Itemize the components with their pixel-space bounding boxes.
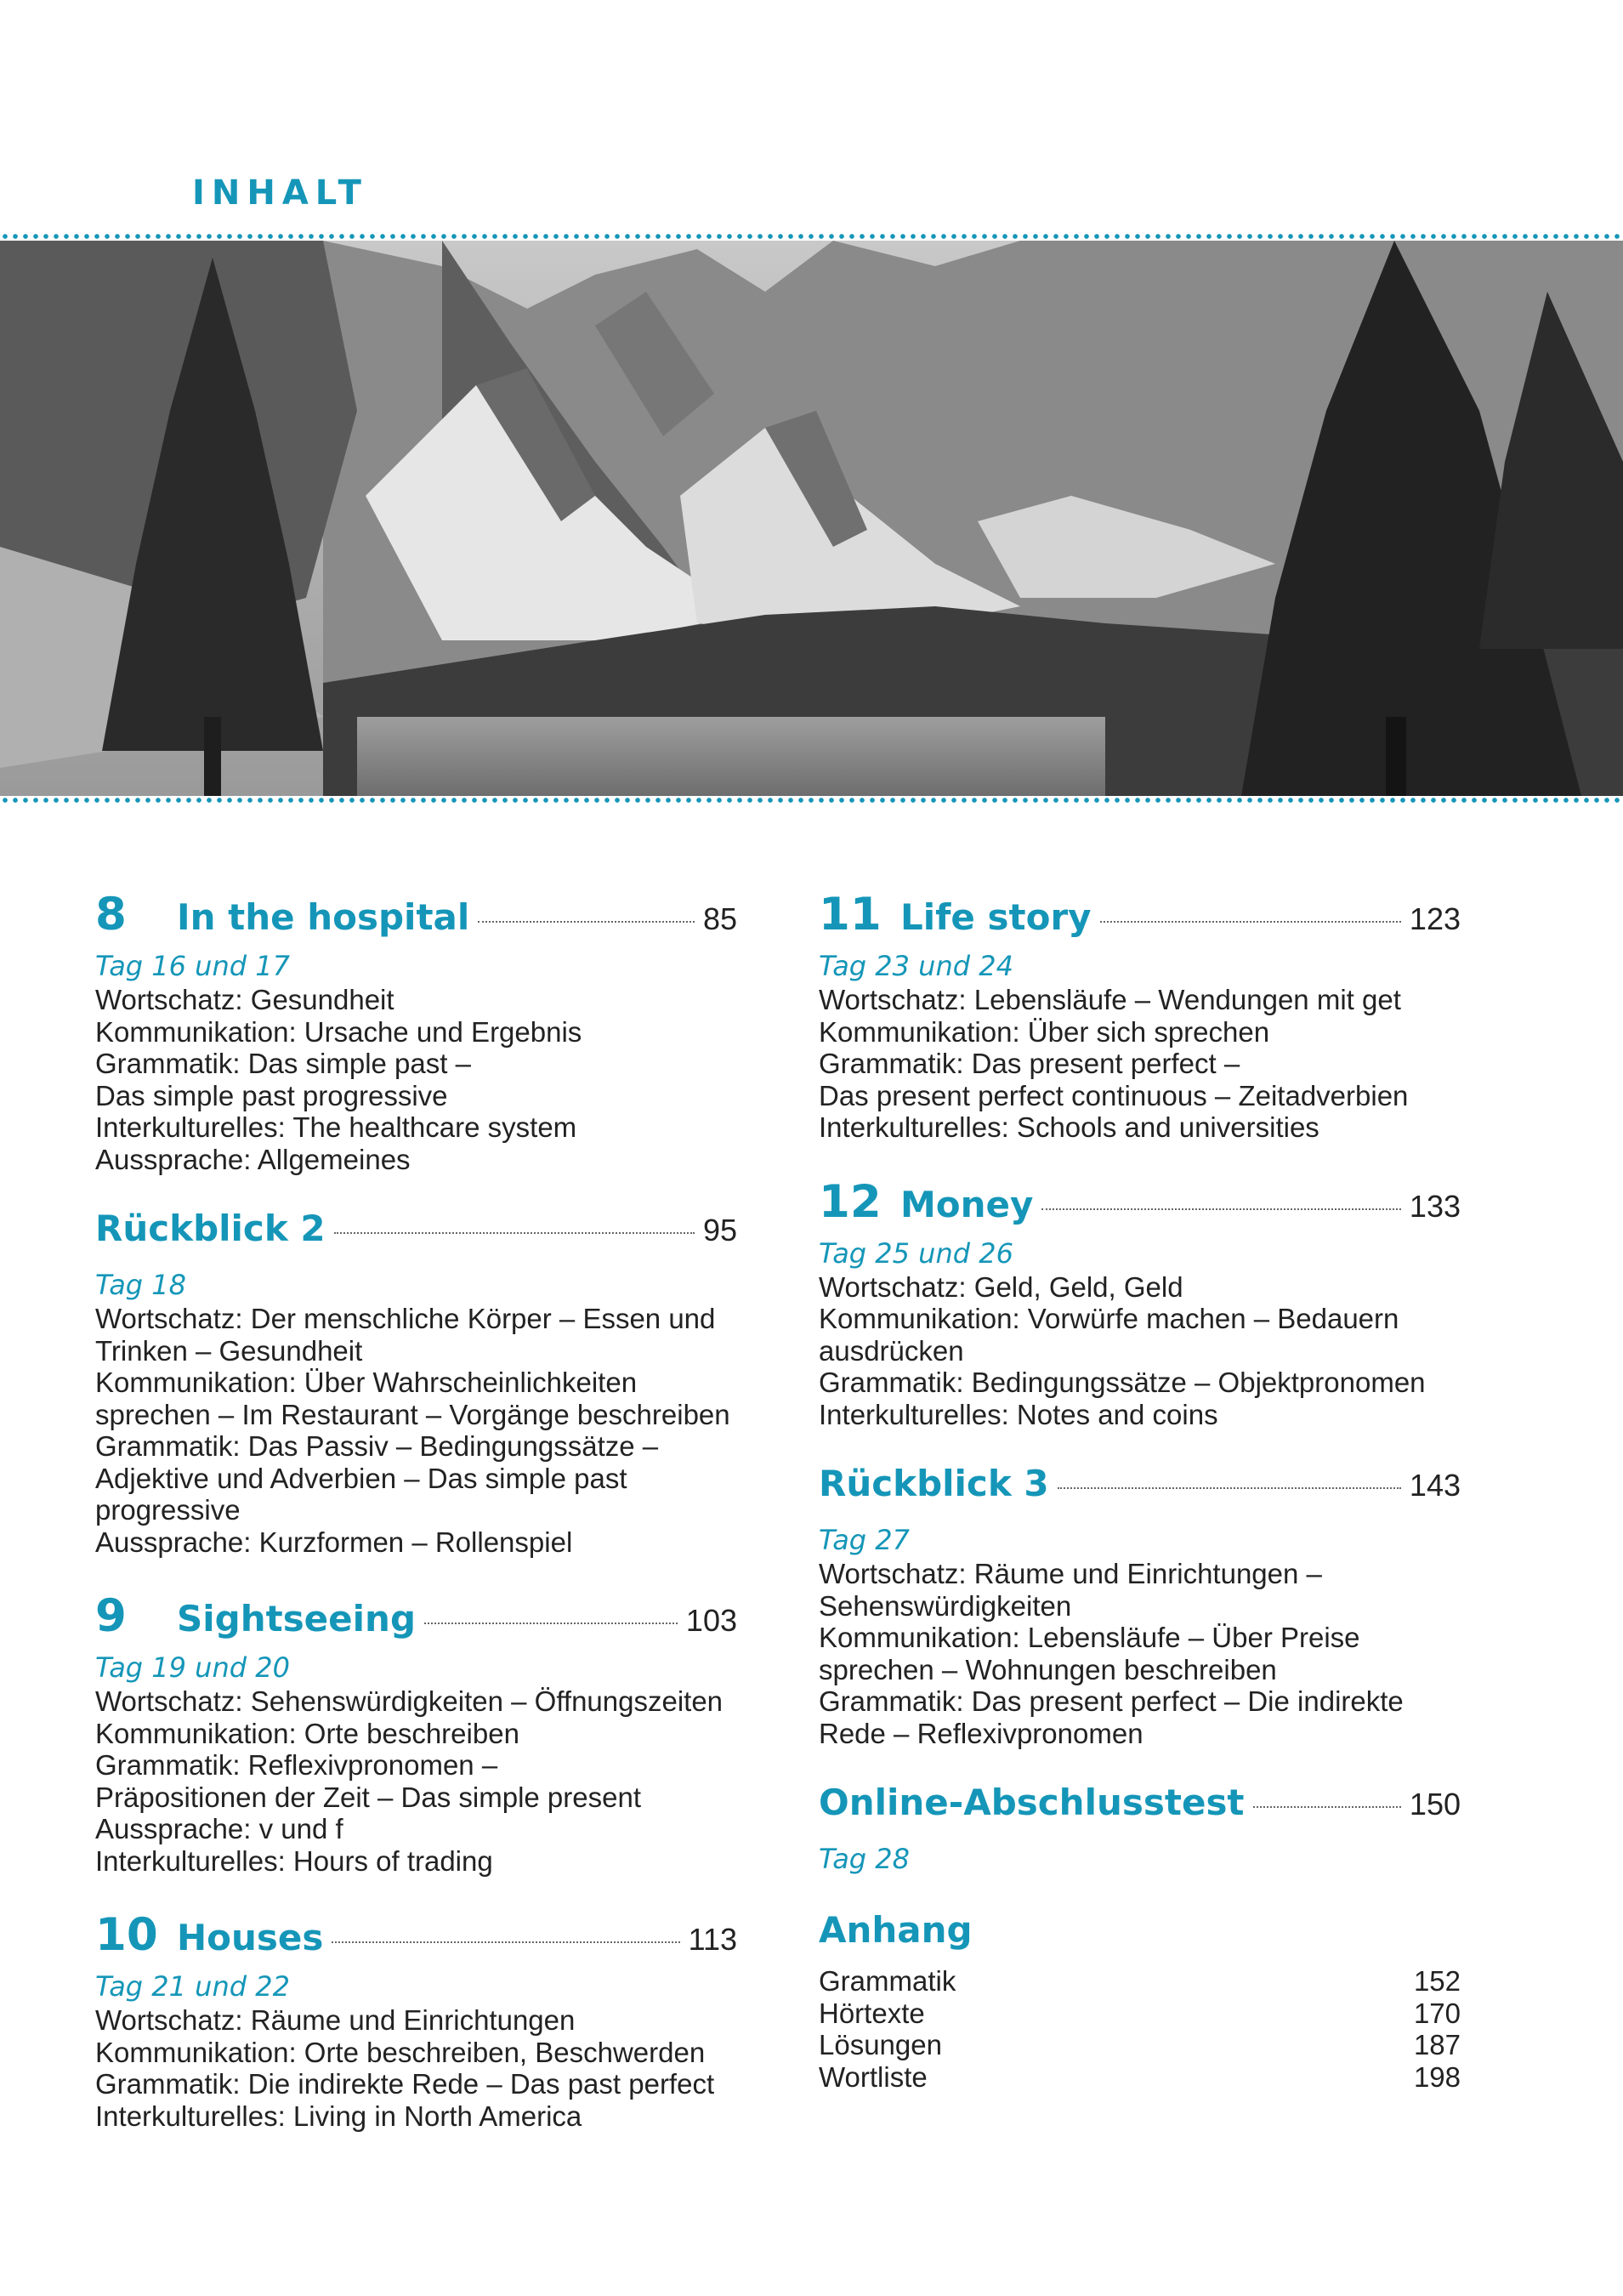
chapter-title: Sightseeing xyxy=(177,1598,417,1640)
anhang-item-label: Lösungen xyxy=(819,2029,942,2060)
anhang-item-label: Grammatik xyxy=(819,1965,956,1997)
topic-line: Interkulturelles: Living in North America xyxy=(95,2100,582,2132)
chapter-title: Rückblick 2 xyxy=(95,1208,326,1249)
topic-line: Wortschatz: Gesundheit xyxy=(95,984,394,1015)
toc-anhang xyxy=(819,1909,1461,2093)
chapter-page-number: 133 xyxy=(1409,1188,1461,1224)
topic-line: Kommunikation: Über Wahrscheinlichkeiten xyxy=(95,1367,638,1398)
dot-leader xyxy=(1100,921,1401,923)
dot-leader xyxy=(1058,1487,1401,1489)
page-title: INHALT xyxy=(192,173,368,213)
topic-line: Grammatik: Das present perfect – xyxy=(819,1048,1240,1079)
anhang-item[interactable] xyxy=(819,2061,1461,2094)
chapter-title: Houses xyxy=(177,1917,324,1958)
toc-rueckblick-3[interactable] xyxy=(819,1463,1461,1749)
chapter-heading xyxy=(819,889,1461,945)
anhang-item[interactable] xyxy=(819,2029,1461,2061)
day-label: Tag 23 und 24 xyxy=(819,950,1013,982)
topic-line: Interkulturelles: The healthcare system xyxy=(95,1111,577,1143)
topic-line: Interkulturelles: Notes and coins xyxy=(819,1398,1218,1430)
toc-left-column xyxy=(95,889,737,2164)
day-label: Tag 25 und 26 xyxy=(819,1236,1013,1270)
chapter-number: 11 xyxy=(819,889,882,941)
topic-line: Kommunikation: Orte beschreiben xyxy=(95,1717,519,1749)
topic-line: Das present perfect continuous – Zeitadverbien xyxy=(819,1079,1409,1111)
topic-line: Aussprache: Allgemeines xyxy=(95,1143,411,1175)
topic-line: sprechen – Wohnungen beschreiben xyxy=(819,1653,1277,1685)
topic-line: Rede – Reflexivpronomen xyxy=(819,1717,1143,1749)
topic-line: Kommunikation: Ursache und Ergebnis xyxy=(95,1015,582,1048)
anhang-item-label: Wortliste xyxy=(819,2060,928,2093)
day-label: Tag 21 und 22 xyxy=(95,1970,290,2003)
chapter-title: Life story xyxy=(900,896,1092,938)
chapter-page-number: 150 xyxy=(1409,1787,1461,1821)
anhang-item-page: 198 xyxy=(1413,2060,1461,2093)
topic-line: ausdrücken xyxy=(819,1334,964,1367)
topic-line: Grammatik: Reflexivpronomen – xyxy=(95,1749,498,1781)
topic-line: Kommunikation: Orte beschreiben, Beschwerden xyxy=(95,2036,706,2068)
chapter-page-number: 103 xyxy=(685,1603,737,1638)
chapter-heading xyxy=(819,1176,1461,1232)
toc-chapter-11[interactable] xyxy=(819,889,1461,1144)
anhang-item-label: Hörtexte xyxy=(819,1997,925,2029)
topic-line: Das simple past progressive xyxy=(95,1079,448,1111)
chapter-heading xyxy=(95,1208,737,1264)
toc-chapter-8[interactable] xyxy=(95,889,737,1175)
chapter-number: 10 xyxy=(95,1909,158,1961)
dot-leader xyxy=(334,1232,695,1234)
chapter-page-number: 123 xyxy=(1409,901,1461,936)
toc-right-column xyxy=(819,889,1461,2125)
topic-line: Wortschatz: Geld, Geld, Geld xyxy=(819,1270,1183,1303)
chapter-title: Rückblick 3 xyxy=(819,1463,1049,1504)
anhang-item[interactable] xyxy=(819,1965,1461,1998)
toc-online-test[interactable] xyxy=(819,1782,1461,1877)
topic-line: progressive xyxy=(95,1494,241,1526)
dot-leader xyxy=(424,1623,678,1624)
topic-line: Trinken – Gesundheit xyxy=(95,1334,363,1367)
chapter-page-number: 85 xyxy=(702,901,737,936)
topic-line: Grammatik: Die indirekte Rede – Das past perfect xyxy=(95,2068,715,2100)
chapter-title: Online-Abschlusstest xyxy=(819,1782,1245,1823)
chapter-number: 9 xyxy=(95,1590,127,1642)
chapter-heading xyxy=(819,1782,1461,1838)
dot-leader xyxy=(1253,1806,1401,1808)
topic-line: sprechen – Im Restaurant – Vorgänge beschreiben xyxy=(95,1398,730,1430)
chapter-heading xyxy=(95,1590,737,1646)
day-label: Tag 16 und 17 xyxy=(95,950,290,982)
topic-line: Wortschatz: Räume und Einrichtungen – xyxy=(819,1558,1322,1589)
day-label: Tag 28 xyxy=(819,1843,910,1875)
topic-line: Sehenswürdigkeiten xyxy=(819,1589,1072,1622)
chapter-title: In the hospital xyxy=(177,896,470,938)
chapter-heading xyxy=(819,1463,1461,1519)
chapter-number: 8 xyxy=(95,889,127,941)
toc-chapter-12[interactable] xyxy=(819,1176,1461,1431)
topic-line: Interkulturelles: Schools and universities xyxy=(819,1111,1319,1143)
topic-line: Kommunikation: Vorwürfe machen – Bedauern xyxy=(819,1303,1399,1334)
chapter-heading xyxy=(819,1909,1461,1965)
anhang-item-page: 187 xyxy=(1413,2029,1461,2060)
chapter-heading xyxy=(95,1909,737,1965)
day-label: Tag 19 und 20 xyxy=(95,1651,290,1684)
chapter-page-number: 143 xyxy=(1409,1468,1461,1503)
chapter-page-number: 95 xyxy=(702,1213,737,1247)
anhang-item[interactable] xyxy=(819,1998,1461,2030)
topic-line: Präpositionen der Zeit – Das simple present xyxy=(95,1781,641,1813)
day-label: Tag 18 xyxy=(95,1269,186,1301)
topic-line: Grammatik: Das present perfect – Die indirekte xyxy=(819,1685,1404,1717)
mountain-lake-photo xyxy=(0,241,1623,796)
anhang-item-page: 170 xyxy=(1413,1997,1461,2029)
dot-leader xyxy=(478,921,695,923)
toc-chapter-9[interactable] xyxy=(95,1590,737,1877)
topic-line: Aussprache: Kurzformen – Rollenspiel xyxy=(95,1526,573,1558)
topic-line: Grammatik: Bedingungssätze – Objektpronomen xyxy=(819,1367,1426,1398)
topic-line: Grammatik: Das Passiv – Bedingungssätze – xyxy=(95,1430,659,1462)
chapter-title: Money xyxy=(900,1183,1034,1225)
chapter-heading xyxy=(95,889,737,945)
chapter-page-number: 113 xyxy=(688,1922,737,1957)
anhang-item-page: 152 xyxy=(1413,1965,1461,1997)
topic-line: Wortschatz: Räume und Einrichtungen xyxy=(95,2004,576,2036)
topic-line: Wortschatz: Lebensläufe – Wendungen mit get xyxy=(819,984,1401,1015)
dot-leader xyxy=(1041,1208,1401,1210)
topic-line: Aussprache: v und f xyxy=(95,1813,343,1844)
day-label: Tag 27 xyxy=(819,1524,910,1556)
toc-rueckblick-2[interactable] xyxy=(95,1208,737,1558)
landscape-illustration xyxy=(0,241,1623,796)
dotted-divider-top xyxy=(0,234,1623,239)
dotted-divider-bottom xyxy=(0,798,1623,803)
anhang-title: Anhang xyxy=(819,1909,973,1951)
topic-line: Interkulturelles: Hours of trading xyxy=(95,1844,493,1877)
topic-line: Adjektive und Adverbien – Das simple past xyxy=(95,1462,627,1494)
dot-leader xyxy=(332,1941,679,1943)
toc-chapter-10[interactable] xyxy=(95,1909,737,2132)
topic-line: Grammatik: Das simple past – xyxy=(95,1048,471,1079)
topic-line: Wortschatz: Der menschliche Körper – Essen und xyxy=(95,1303,716,1334)
chapter-number: 12 xyxy=(819,1175,882,1228)
topic-line: Wortschatz: Sehenswürdigkeiten – Öffnungszeiten xyxy=(95,1685,724,1717)
topic-line: Kommunikation: Über sich sprechen xyxy=(819,1015,1270,1048)
topic-line: Kommunikation: Lebensläufe – Über Preise xyxy=(819,1622,1360,1653)
